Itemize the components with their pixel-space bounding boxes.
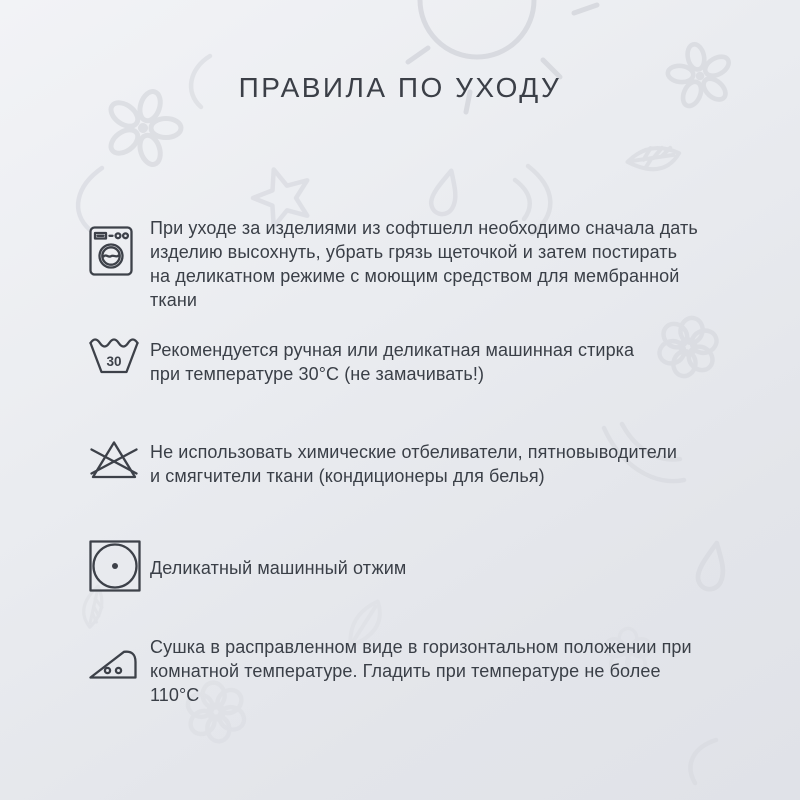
- no-bleach-icon: [88, 437, 138, 483]
- page-title: ПРАВИЛА ПО УХОДУ: [238, 72, 562, 103]
- care-rule-row: [88, 338, 650, 386]
- care-rule-text: Не использовать химические отбеливатели, пятновыводители и смягчители ткани (кондиционеры для белья): [150, 442, 678, 486]
- delicate-spin-icon: [88, 538, 138, 594]
- care-rule-text: Рекомендуется ручная или деликатная машинная стирка при температуре 30°С (не замачивать!): [150, 340, 635, 384]
- care-rule-row: [88, 538, 690, 594]
- hand-wash-30-icon: [88, 334, 138, 378]
- wash-temperature-label: 30: [106, 354, 122, 369]
- care-rule-text: Деликатный машинный отжим: [150, 558, 407, 578]
- leaf-doodle: [627, 139, 680, 176]
- flower-doodle: [651, 312, 724, 383]
- drop-doodle: [429, 168, 462, 217]
- curve-doodle: [691, 740, 716, 783]
- care-rule-row: [88, 440, 690, 488]
- iron-low-temp-icon: [88, 641, 138, 681]
- care-rule-text: При уходе за изделиями из софтшелл необходимо сначала дать изделию высохнуть, убрать грязь щеточкой и затем постирать на деликатном режиме с моющим средством для мембранной ткани: [150, 218, 698, 310]
- washing-machine-icon: [88, 225, 138, 277]
- drop-doodle: [696, 541, 728, 591]
- care-rule-row: [88, 630, 710, 707]
- care-rule-row: [88, 216, 698, 312]
- care-rule-text: Сушка в расправленном виде в горизонтальном положении при комнатной температуре. Гладить при температуре не более 110°С: [150, 637, 692, 705]
